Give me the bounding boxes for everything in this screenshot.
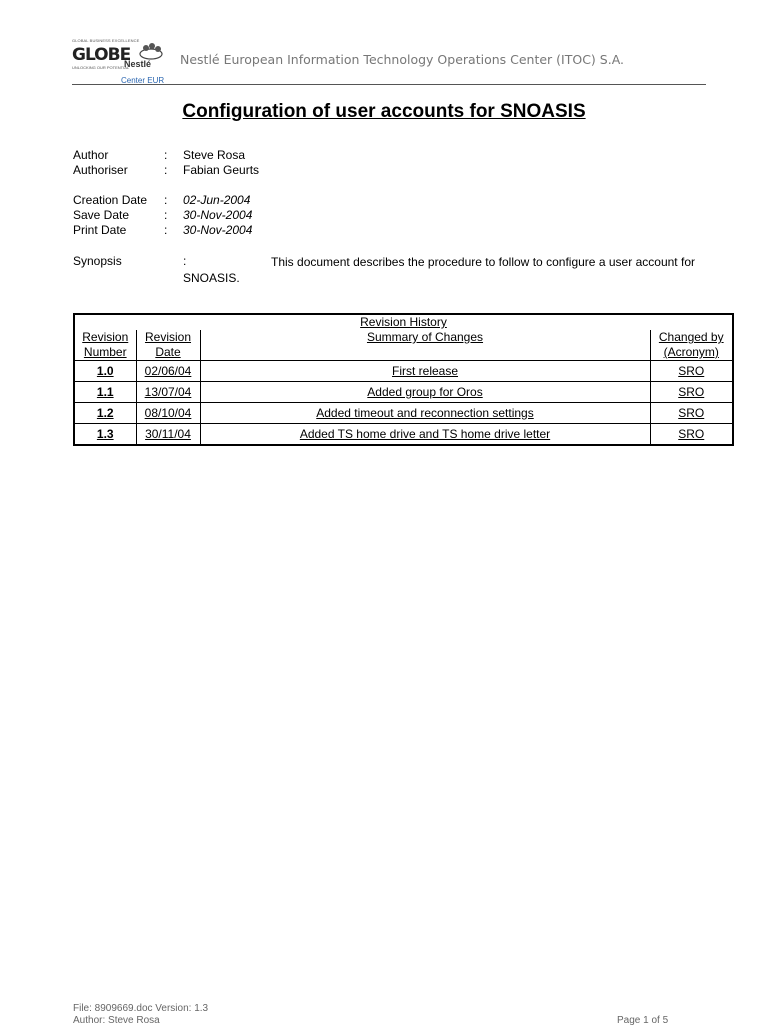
header-summary: Summary of Changes	[200, 330, 650, 361]
logo-globe-text: GLOBE	[72, 45, 131, 65]
colon: :	[164, 223, 168, 237]
save-date-label: Save Date	[73, 208, 130, 222]
colon: :	[164, 148, 168, 162]
changed-by-cell: SRO	[650, 382, 733, 403]
footer-page-number: Page 1 of 5	[617, 1015, 669, 1026]
revision-number-cell: 1.2	[74, 403, 136, 424]
creation-date-value: 02-Jun-2004	[183, 193, 251, 207]
author-label: Author	[73, 148, 109, 162]
logo-brand: Nestlé	[124, 59, 152, 69]
revision-number-cell: 1.3	[74, 424, 136, 446]
meta-row-print-date	[0, 223, 768, 238]
creation-date-label: Creation Date	[73, 193, 148, 207]
header-changed-by: Changed by (Acronym)	[650, 330, 733, 361]
company-name: Nestlé European Information Technology Operations Center (ITOC) S.A.	[180, 52, 624, 67]
changed-by-cell: SRO	[650, 361, 733, 382]
table-row	[74, 382, 733, 403]
colon: :	[164, 208, 168, 222]
colon: :	[164, 193, 168, 207]
authoriser-label: Authoriser	[73, 163, 128, 177]
table-row	[74, 424, 733, 446]
table-row	[74, 403, 733, 424]
revision-history-table	[73, 313, 734, 446]
table-header-row	[74, 330, 733, 361]
save-date-value: 30-Nov-2004	[183, 208, 253, 222]
footer-file: File: 8909669.doc Version: 1.3	[73, 1003, 209, 1014]
revision-number-cell: 1.0	[74, 361, 136, 382]
header-revision-number: Revision Number	[74, 330, 136, 361]
print-date-label: Print Date	[73, 223, 127, 237]
summary-cell: Added timeout and reconnection settings	[200, 403, 650, 424]
header-revision-date: Revision Date	[136, 330, 200, 361]
changed-by-cell: SRO	[650, 424, 733, 446]
meta-row-save-date	[0, 208, 768, 223]
colon: :	[164, 163, 168, 177]
changed-by-cell: SRO	[650, 403, 733, 424]
summary-cell: First release	[200, 361, 650, 382]
logo-tagline-bottom: UNLOCKING OUR POTENTIAL	[72, 65, 130, 70]
summary-cell: Added group for Oros	[200, 382, 650, 403]
meta-row-author	[0, 148, 768, 163]
document-title: Configuration of user accounts for SNOASIS	[182, 101, 586, 122]
synopsis-value: This document describes the procedure to follow to configure a user account for SNOASIS.	[183, 255, 695, 285]
author-value: Steve Rosa	[183, 148, 246, 162]
revision-date-cell: 02/06/04	[136, 361, 200, 382]
revision-date-cell: 30/11/04	[136, 424, 200, 446]
colon: :	[183, 254, 187, 268]
synopsis-label: Synopsis	[73, 254, 122, 268]
revision-date-cell: 08/10/04	[136, 403, 200, 424]
table-row	[74, 361, 733, 382]
revision-date-cell: 13/07/04	[136, 382, 200, 403]
authoriser-value: Fabian Geurts	[183, 163, 260, 177]
meta-row-creation-date	[0, 193, 768, 208]
revision-history-title: Revision History	[74, 314, 733, 330]
meta-row-authoriser	[0, 163, 768, 178]
logo-tagline-top: GLOBAL BUSINESS EXCELLENCE	[72, 38, 140, 43]
revision-number-cell: 1.1	[74, 382, 136, 403]
summary-cell: Added TS home drive and TS home drive letter	[200, 424, 650, 446]
synopsis-text	[183, 254, 695, 286]
logo-center-label: Center EUR	[121, 76, 165, 85]
footer-author: Author: Steve Rosa	[73, 1015, 160, 1026]
print-date-value: 30-Nov-2004	[183, 223, 253, 237]
